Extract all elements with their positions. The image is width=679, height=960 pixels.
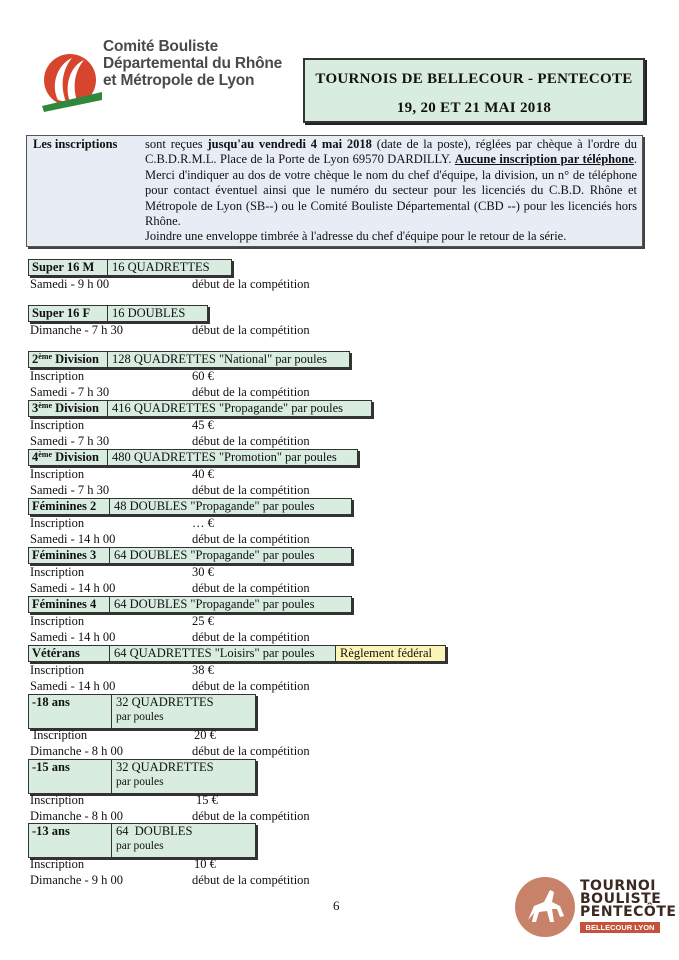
category-price: 45 € bbox=[192, 418, 214, 432]
category-4eme-division bbox=[28, 449, 358, 466]
category-desc bbox=[112, 759, 256, 794]
category-time: Samedi - 14 h 00 bbox=[30, 630, 116, 644]
category-inscription: Inscription bbox=[30, 663, 85, 677]
name-num: 3 bbox=[32, 401, 39, 415]
category-price: 30 € bbox=[192, 565, 214, 579]
category-inscription: Inscription bbox=[30, 614, 85, 628]
category-super16m bbox=[28, 259, 232, 276]
category-inscription: Inscription bbox=[30, 418, 85, 432]
cbd-logo-text bbox=[103, 38, 282, 89]
category-time: Samedi - 7 h 30 bbox=[30, 434, 110, 448]
category-name: Super 16 M bbox=[28, 259, 108, 276]
category-desc: 128 QUADRETTES "National" par poules bbox=[108, 351, 350, 368]
tournoi-logo-sub: BELLECOUR LYON bbox=[580, 922, 660, 933]
category-desc: 16 DOUBLES bbox=[108, 305, 208, 322]
category-time: Samedi - 14 h 00 bbox=[30, 581, 116, 595]
horse-rider-icon bbox=[514, 876, 576, 938]
title-box bbox=[303, 58, 645, 123]
category-inscription: Inscription bbox=[30, 793, 85, 807]
category-price: … € bbox=[192, 516, 214, 530]
logo-line1: TOURNOI bbox=[580, 878, 656, 894]
insc-p2: (date de la poste), réglées par chèque à l'ordre du C.B.D.R.M.L. Place de la Porte de Lyon 69570 DARDILLY. bbox=[145, 137, 637, 167]
name-sup: ème bbox=[38, 352, 53, 361]
category-debut: début de la compétition bbox=[192, 483, 310, 497]
category-name: Féminines 3 bbox=[28, 547, 110, 564]
name-sup: ème bbox=[38, 401, 53, 410]
category-name bbox=[28, 400, 108, 417]
category-debut: début de la compétition bbox=[192, 873, 310, 887]
category-desc: 416 QUADRETTES "Propagande" par poules bbox=[108, 400, 372, 417]
cbd-logo bbox=[40, 38, 300, 120]
category-time: Samedi - 14 h 00 bbox=[30, 532, 116, 546]
category-inscription: Inscription bbox=[33, 728, 88, 742]
category-time: Samedi - 14 h 00 bbox=[30, 679, 116, 693]
name-sup: ème bbox=[38, 450, 53, 459]
insc-p4: Joindre une enveloppe timbrée à l'adresse du chef d'équipe pour le retour de la série. bbox=[145, 229, 567, 244]
logo-line2: BOULISTE bbox=[580, 891, 662, 907]
category-price: 38 € bbox=[192, 663, 214, 677]
desc-line2: par poules bbox=[116, 840, 164, 852]
inscriptions-text bbox=[145, 137, 637, 245]
category-price: 40 € bbox=[192, 467, 214, 481]
category-debut: début de la compétition bbox=[192, 532, 310, 546]
category-debut: début de la compétition bbox=[192, 679, 310, 693]
category-desc: 480 QUADRETTES "Promotion" par poules bbox=[108, 449, 358, 466]
desc-line2: par poules bbox=[116, 776, 164, 788]
category-inscription: Inscription bbox=[30, 369, 85, 383]
category-time: Dimanche - 8 h 00 bbox=[30, 744, 124, 758]
category-debut: début de la compétition bbox=[192, 809, 310, 823]
category-name: Vétérans bbox=[28, 645, 110, 662]
category-veterans bbox=[28, 645, 446, 662]
org-line3: et Métropole de Lyon bbox=[103, 72, 255, 89]
category-debut: début de la compétition bbox=[192, 323, 310, 337]
name-rest: Division bbox=[52, 352, 99, 366]
tournoi-logo bbox=[514, 876, 677, 942]
desc-line1: 32 QUADRETTES bbox=[116, 695, 214, 709]
category-desc: 16 QUADRETTES bbox=[108, 259, 232, 276]
category-desc: 64 DOUBLES "Propagande" par poules bbox=[110, 596, 352, 613]
category-inscription: Inscription bbox=[30, 516, 85, 530]
insc-p1: sont reçues bbox=[145, 137, 208, 151]
insc-deadline: jusqu'au vendredi 4 mai 2018 bbox=[207, 137, 372, 151]
name-num: 2 bbox=[32, 352, 39, 366]
category-moins15 bbox=[28, 759, 256, 794]
org-line1: Comité Bouliste bbox=[103, 38, 218, 55]
page-number: 6 bbox=[333, 898, 340, 913]
category-feminines-4 bbox=[28, 596, 352, 613]
category-price: 60 € bbox=[192, 369, 214, 383]
category-3eme-division bbox=[28, 400, 372, 417]
category-name bbox=[28, 449, 108, 466]
logo-line3: PENTECÔTE bbox=[580, 904, 677, 920]
category-time: Dimanche - 7 h 30 bbox=[30, 323, 124, 337]
category-time: Samedi - 7 h 30 bbox=[30, 483, 110, 497]
category-inscription: Inscription bbox=[30, 565, 85, 579]
category-desc: 64 DOUBLES "Propagande" par poules bbox=[110, 547, 352, 564]
category-inscription: Inscription bbox=[30, 857, 85, 871]
desc-line1: 64 DOUBLES bbox=[116, 824, 193, 838]
category-extra: Règlement fédéral bbox=[336, 645, 446, 662]
category-price: 25 € bbox=[192, 614, 214, 628]
category-time: Samedi - 7 h 30 bbox=[30, 385, 110, 399]
name-rest: Division bbox=[52, 401, 99, 415]
name-num: 4 bbox=[32, 450, 39, 464]
category-name bbox=[28, 351, 108, 368]
category-desc bbox=[112, 694, 256, 729]
cbd-logo-icon bbox=[40, 48, 104, 114]
org-line2: Départemental du Rhône bbox=[103, 55, 283, 72]
category-debut: début de la compétition bbox=[192, 434, 310, 448]
category-super16f bbox=[28, 305, 208, 322]
category-name: -13 ans bbox=[28, 823, 112, 858]
category-desc bbox=[112, 823, 256, 858]
desc-line1: 32 QUADRETTES bbox=[116, 760, 214, 774]
category-name: Féminines 2 bbox=[28, 498, 110, 515]
desc-line2: par poules bbox=[116, 711, 164, 723]
category-debut: début de la compétition bbox=[192, 744, 310, 758]
category-name: -15 ans bbox=[28, 759, 112, 794]
title-line2: 19, 20 ET 21 MAI 2018 bbox=[396, 100, 552, 116]
category-desc: 48 DOUBLES "Propagande" par poules bbox=[110, 498, 352, 515]
tournoi-logo-text bbox=[580, 880, 676, 919]
name-rest: Division bbox=[52, 450, 99, 464]
category-name: -18 ans bbox=[28, 694, 112, 729]
inscriptions-box bbox=[26, 135, 643, 247]
category-feminines-3 bbox=[28, 547, 352, 564]
category-moins18 bbox=[28, 694, 256, 729]
category-time: Dimanche - 9 h 00 bbox=[30, 873, 124, 887]
category-debut: début de la compétition bbox=[192, 277, 310, 291]
category-2eme-division bbox=[28, 351, 350, 368]
category-price: 20 € bbox=[194, 728, 216, 742]
category-name: Féminines 4 bbox=[28, 596, 110, 613]
category-time: Samedi - 9 h 00 bbox=[30, 277, 110, 291]
insc-no-phone: Aucune inscription par téléphone bbox=[454, 152, 634, 167]
category-debut: début de la compétition bbox=[192, 385, 310, 399]
category-name: Super 16 F bbox=[28, 305, 108, 322]
category-feminines-2 bbox=[28, 498, 352, 515]
title-line1: TOURNOIS DE BELLECOUR - PENTECOTE bbox=[315, 71, 633, 87]
category-price: 15 € bbox=[196, 793, 218, 807]
category-price: 10 € bbox=[194, 857, 216, 871]
category-moins13 bbox=[28, 823, 256, 858]
category-debut: début de la compétition bbox=[192, 630, 310, 644]
category-time: Dimanche - 8 h 00 bbox=[30, 809, 124, 823]
inscriptions-label: Les inscriptions bbox=[33, 137, 118, 151]
category-inscription: Inscription bbox=[30, 467, 85, 481]
category-debut: début de la compétition bbox=[192, 581, 310, 595]
category-desc: 64 QUADRETTES "Loisirs" par poules bbox=[110, 645, 336, 662]
insc-p3: . Merci d'indiquer au dos de votre chèque le nom du chef d'équipe, la division, un n° de téléphone pour contact éventuel ainsi que le numéro du secteur pour les licenciés du C.B.D. Rhône et Métropole de Lyon (SB--) ou le Comité Bouliste Départemental (CBD --) pour les licenciés hors Rhône. bbox=[145, 152, 637, 229]
